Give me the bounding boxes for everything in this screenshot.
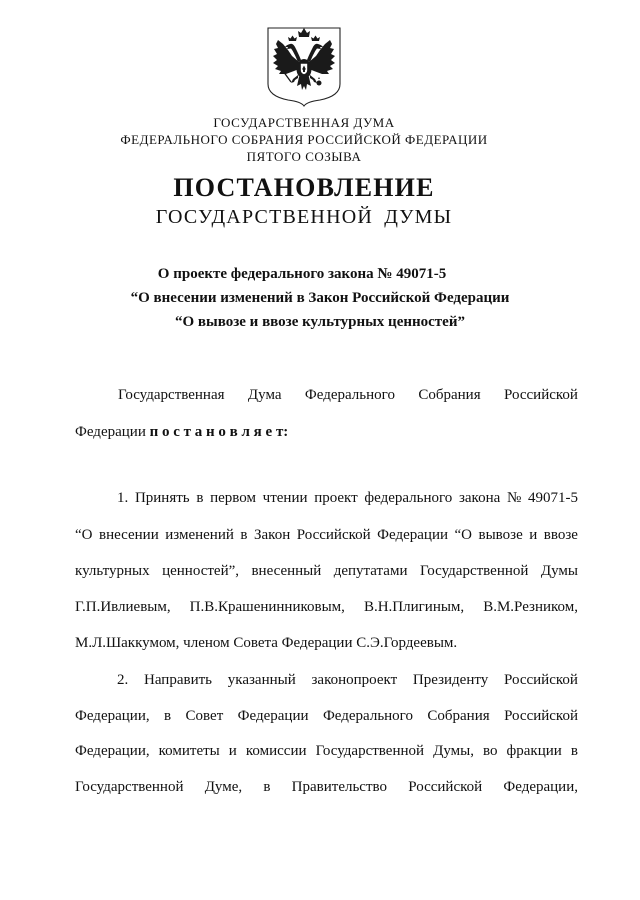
word: П.В.Крашенинниковым,: [189, 599, 345, 615]
word: закона: [458, 490, 501, 506]
word: и: [529, 527, 538, 543]
word: Думы: [540, 563, 578, 579]
preamble-line: [75, 421, 578, 443]
word: Государственной: [75, 779, 184, 795]
word: Закон: [254, 527, 291, 543]
item-2-line: [75, 776, 578, 798]
word: Федерального: [322, 708, 413, 724]
federal-assembly-name: ФЕДЕРАЛЬНОГО СОБРАНИЯ РОССИЙСКОЙ ФЕДЕРАЦИИ: [120, 132, 488, 147]
word: Федерации,: [75, 708, 150, 724]
word: Правительство: [291, 779, 388, 795]
word: Дума: [247, 387, 282, 403]
word: В.М.Резником,: [483, 599, 578, 615]
subject-line: “О внесении изменений в Закон Российской Федерации: [130, 290, 510, 306]
word: в: [240, 527, 248, 543]
word: Собрания: [427, 708, 490, 724]
word: “О: [454, 527, 473, 543]
document-type-title: ПОСТАНОВЛЕНИЕ: [173, 173, 435, 202]
word: внесенный: [251, 563, 322, 579]
word: Российской: [504, 708, 578, 724]
item-2-line: [75, 705, 578, 727]
item-1-line: [75, 596, 578, 618]
word: ввозе: [543, 527, 578, 543]
word: внесении: [99, 527, 159, 543]
word: Направить: [144, 672, 212, 688]
word: законопроект: [311, 672, 398, 688]
word: ценностей”,: [162, 563, 240, 579]
word: комиссии: [245, 743, 307, 759]
word: Российской: [408, 779, 483, 795]
item-2-line: [75, 740, 578, 762]
word: Российской: [504, 387, 578, 403]
word: вывозе: [478, 527, 523, 543]
word: в: [263, 779, 271, 795]
word: Российской: [296, 527, 371, 543]
word: в: [570, 743, 578, 759]
word: Г.П.Ивлиевым,: [75, 599, 171, 615]
word: Государственной: [419, 563, 529, 579]
document-issuer-title: ГОСУДАРСТВЕННОЙ ДУМЫ: [155, 206, 453, 228]
word: 2.: [117, 672, 129, 688]
word: в: [164, 708, 172, 724]
word: Государственная: [118, 387, 225, 403]
word: изменений: [165, 527, 234, 543]
convocation: ПЯТОГО СОЗЫВА: [246, 149, 362, 164]
word: Российской: [504, 672, 578, 688]
preamble-line: [118, 384, 578, 406]
word: фракции: [506, 743, 562, 759]
double-headed-eagle-icon: [264, 24, 344, 108]
word: Президенту: [412, 672, 489, 688]
word: В.Н.Плигиным,: [363, 599, 465, 615]
word: Совет: [185, 708, 224, 724]
word: №: [506, 490, 522, 506]
word: федерального: [364, 490, 453, 506]
item-1-line: [75, 560, 578, 582]
word: Государственной: [315, 743, 425, 759]
item-2-line: [117, 669, 578, 691]
word: чтении: [262, 490, 308, 506]
word: Федерации,: [75, 743, 150, 759]
preamble-lead: Федерации: [75, 424, 146, 440]
word: проект: [314, 490, 358, 506]
word: первом: [210, 490, 256, 506]
word: Собрания: [418, 387, 481, 403]
word: и: [228, 743, 237, 759]
word: Принять: [134, 490, 190, 506]
word: 1.: [117, 490, 129, 506]
word: “О: [75, 527, 93, 543]
word: указанный: [227, 672, 296, 688]
item-1-line: [75, 524, 578, 546]
word: Федерального: [304, 387, 395, 403]
resolution-verb: п о с т а н о в л я е т:: [149, 424, 289, 440]
word: Федерации: [237, 708, 309, 724]
word: во: [483, 743, 498, 759]
word: Думе,: [204, 779, 243, 795]
word: комитеты: [158, 743, 220, 759]
word: культурных: [75, 563, 150, 579]
word: в: [196, 490, 204, 506]
parliament-name: ГОСУДАРСТВЕННАЯ ДУМА: [213, 115, 395, 130]
subject-line: “О вывозе и ввозе культурных ценностей”: [175, 314, 465, 330]
subject-line: О проекте федерального закона № 49071-5: [157, 266, 447, 282]
word: депутатами: [333, 563, 408, 579]
word: Думы,: [433, 743, 474, 759]
item-1-line: [117, 487, 578, 509]
word: Федерации,: [503, 779, 578, 795]
word: 49071-5: [527, 490, 578, 506]
word: Федерации: [377, 527, 449, 543]
item-1-line: М.Л.Шаккумом, членом Совета Федерации С.Э.Гордеевым.: [75, 635, 458, 651]
